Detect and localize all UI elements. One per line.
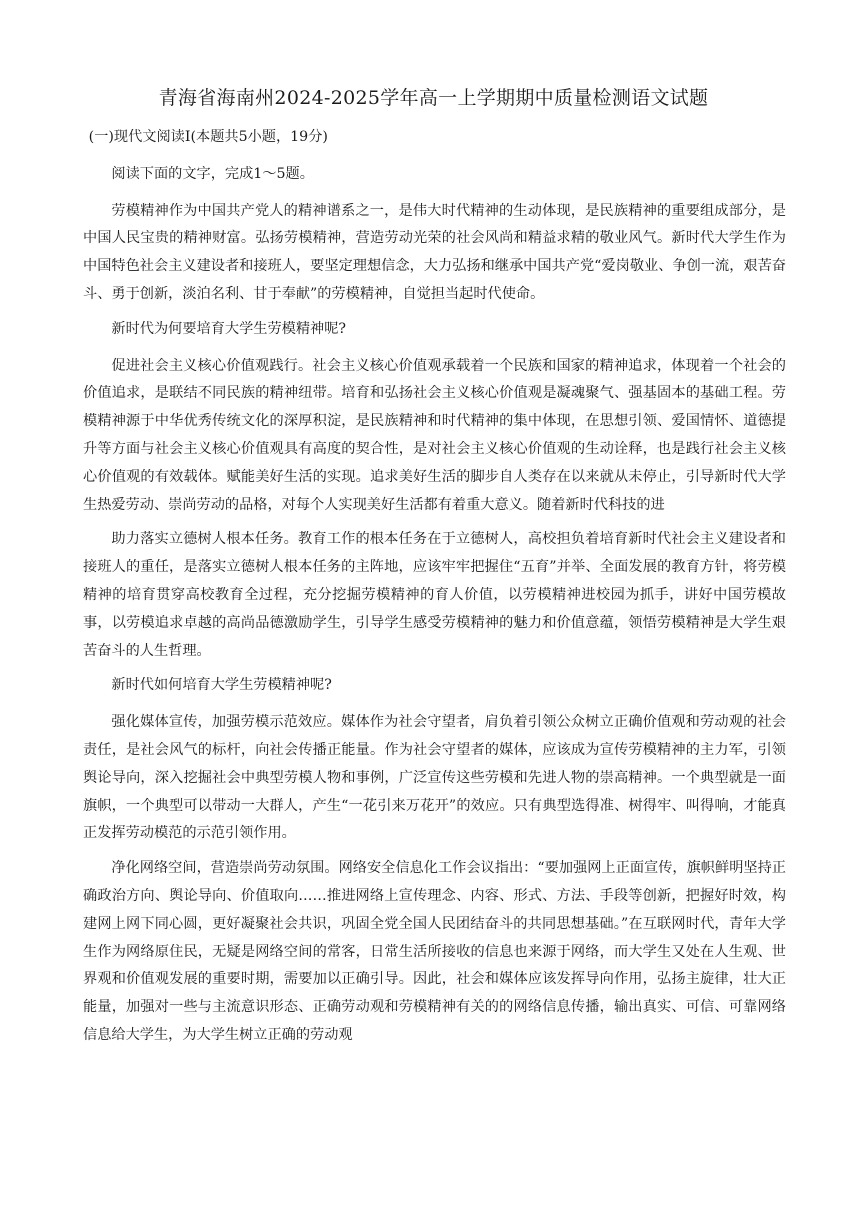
paragraph: 助力落实立德树人根本任务。教育工作的根本任务在于立德树人，高校担负着培育新时代社会主义建设者和接班人的重任，是落实立德树人根本任务的主阵地，应该牢牢把握住“五育”并举、全面发展的教育方针，将劳模精神的培育贯穿高校教育全过程，充分挖掘劳模精神的育人价值，以劳模精神进校园为抓手，讲好中国劳模故事，以劳模追求卓越的高尚品德激励学生，引导学生感受劳模精神的魅力和价值意蕴，领悟劳模精神是大学生艰苦奋斗的人生哲理。 (83, 531, 786, 659)
paragraph: 劳模精神作为中国共产党人的精神谱系之一，是伟大时代精神的生动体现，是民族精神的重要组成部分，是中国人民宝贵的精神财富。弘扬劳模精神，营造劳动光荣的社会风尚和精益求精的敬业风气。新时代大学生作为中国特色社会主义建设者和接班人，要坚定理想信念，大力弘扬和继承中国共产党“爱岗敬业、争创一流，艰苦奋斗、勇于创新，淡泊名利、甘于奉献”的劳模精神，自觉担当起时代使命。 (83, 202, 786, 302)
paragraph: 强化媒体宣传，加强劳模示范效应。媒体作为社会守望者，肩负着引领公众树立正确价值观和劳动观的社会责任，是社会风气的标杆，向社会传播正能量。作为社会守望者的媒体，应该成为宣传劳模精神的主力军，引领舆论导向，深入挖掘社会中典型劳模人物和事例，广泛宣传这些劳模和先进人物的崇高精神。一个典型就是一面旗帜，一个典型可以带动一大群人，产生“一花引来万花开”的效应。只有典型选得准、树得牢、叫得响，才能真正发挥劳动模范的示范引领作用。 (83, 714, 786, 842)
question-heading: 新时代为何要培育大学生劳模精神呢? (111, 320, 346, 337)
instruction-text: 阅读下面的文字，完成1～5题。 (111, 165, 314, 182)
section-heading: (一)现代文阅读I(本题共5小题，19分) (88, 129, 328, 145)
paragraph: 促进社会主义核心价值观践行。社会主义核心价值观承载着一个民族和国家的精神追求，体现着一个社会的价值追求，是联结不同民族的精神纽带。培育和弘扬社会主义核心价值观是凝魂聚气、强基固本的基础工程。劳模精神源于中华优秀传统文化的深厚积淀，是民族精神和时代精神的集中体现，在思想引领、爱国情怀、道德提升等方面与社会主义核心价值观具有高度的契合性，是对社会主义核心价值观的生动诠释，也是践行社会主义核心价值观的有效载体。赋能美好生活的实现。追求美好生活的脚步自人类存在以来就从未停止，引导新时代大学生热爱劳动、崇尚劳动的品格，对每个人实现美好生活都有着重大意义。随着新时代科技的进 (83, 357, 786, 513)
question-heading: 新时代如何培育大学生劳模精神呢? (111, 677, 332, 694)
document-body (83, 124, 786, 1057)
paragraph: 净化网络空间，营造崇尚劳动氛围。网络安全信息化工作会议指出：“要加强网上正面宣传，旗帜鲜明坚持正确政治方向、舆论导向、价值取向……推进网络上宣传理念、内容、形式、方法、手段等创新，把握好时效，构建网上网下同心圆，更好凝聚社会共识，巩固全党全国人民团结奋斗的共同思想基础。”在互联网时代，青年大学生作为网络原住民，无疑是网络空间的常客，日常生活所接收的信息也来源于网络，而大学生又处在人生观、世界观和价值观发展的重要时期，需要加以正确引导。因此，社会和媒体应该发挥导向作用，弘扬主旋律，壮大正能量，加强对一些与主流意识形态、正确劳动观和劳模精神有关的的网络信息传播，输出真实、可信、可靠网络信息给大学生，为大学生树立正确的劳动观 (83, 860, 786, 1043)
document-title: 青海省海南州2024-2025学年高一上学期期中质量检测语文试题 (158, 87, 709, 109)
